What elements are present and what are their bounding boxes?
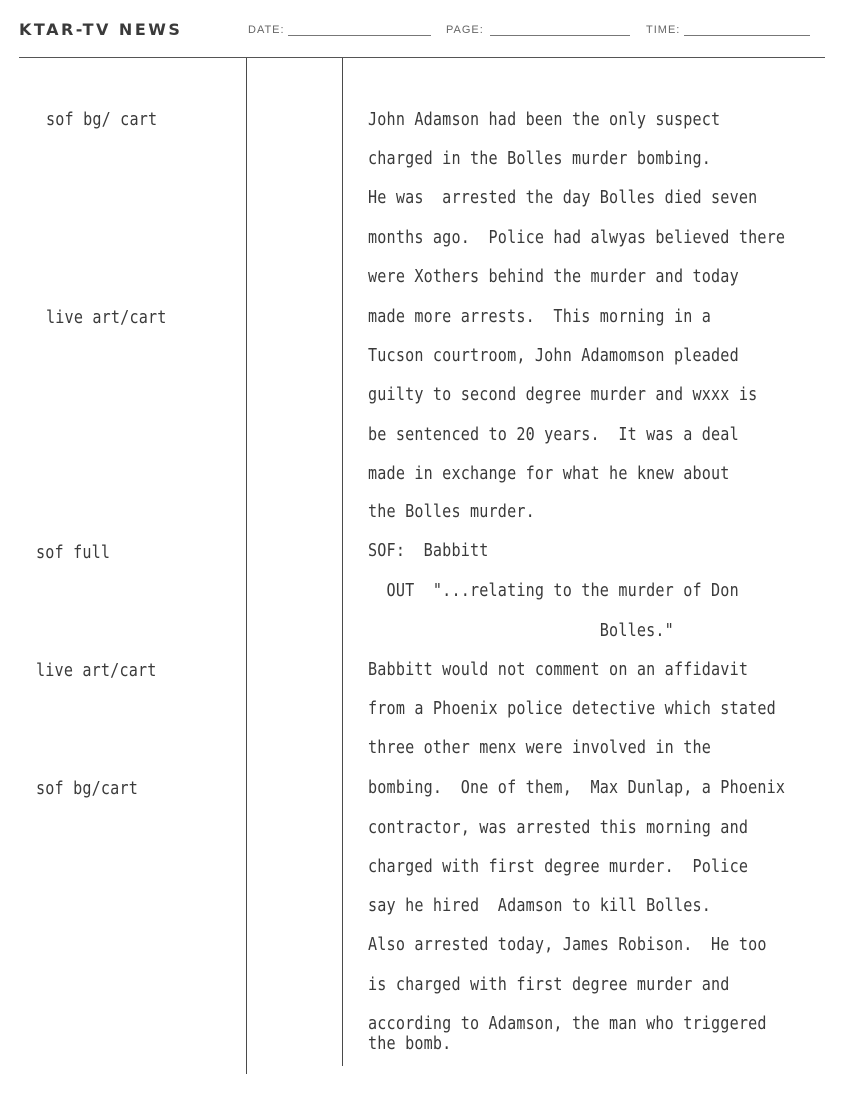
date-label: DATE: — [248, 24, 285, 36]
sof-outcue-line: Bolles." — [368, 620, 674, 641]
page-header — [0, 0, 848, 60]
script-line: charged in the Bolles murder bombing. — [368, 148, 712, 169]
script-line: according to Adamson, the man who triggered — [368, 1013, 767, 1034]
script-line: Tucson courtroom, John Adamomson pleaded — [368, 345, 739, 366]
page-label: PAGE: — [446, 24, 484, 36]
script-line: He was arrested the day Bolles died seven — [368, 187, 758, 208]
cue-sof-bg-cart: sof bg/ cart — [46, 109, 158, 130]
column-divider-left — [246, 58, 247, 1074]
script-line: say he hired Adamson to kill Bolles. — [368, 895, 712, 916]
time-field-line — [684, 35, 810, 36]
script-line: made more arrests. This morning in a — [368, 306, 712, 327]
script-line: months ago. Police had alwyas believed there — [368, 227, 786, 248]
header-rule — [19, 57, 825, 58]
script-line: made in exchange for what he knew about — [368, 463, 730, 484]
date-field-line — [288, 35, 431, 36]
cue-live-art-cart: live art/cart — [46, 307, 167, 328]
script-line: bombing. One of them, Max Dunlap, a Phoenix — [368, 777, 786, 798]
script-line: is charged with first degree murder and — [368, 974, 730, 995]
cue-live-art-cart-2: live art/cart — [36, 660, 157, 681]
script-line: from a Phoenix police detective which stated — [368, 698, 776, 719]
script-line: three other menx were involved in the — [368, 737, 712, 758]
station-brand: KTAR-TV NEWS — [19, 20, 183, 39]
script-line: John Adamson had been the only suspect — [368, 109, 721, 130]
script-line: charged with first degree murder. Police — [368, 856, 749, 877]
script-line: the Bolles murder. — [368, 501, 535, 522]
column-divider-right — [342, 58, 343, 1066]
script-line: guilty to second degree murder and wxxx is — [368, 384, 758, 405]
time-label: TIME: — [646, 24, 681, 36]
script-line: Also arrested today, James Robison. He too — [368, 934, 767, 955]
script-line: the bomb. — [368, 1033, 452, 1054]
page-field-line — [490, 35, 630, 36]
script-line: Babbitt would not comment on an affidavit — [368, 659, 749, 680]
sof-outcue-line: OUT "...relating to the murder of Don — [368, 580, 739, 601]
cue-sof-bg-cart-2: sof bg/cart — [36, 778, 138, 799]
script-line: contractor, was arrested this morning and — [368, 817, 749, 838]
sof-source-line: SOF: Babbitt — [368, 540, 489, 561]
script-line: were Xothers behind the murder and today — [368, 266, 739, 287]
script-line: be sentenced to 20 years. It was a deal — [368, 424, 739, 445]
cue-sof-full: sof full — [36, 542, 111, 563]
